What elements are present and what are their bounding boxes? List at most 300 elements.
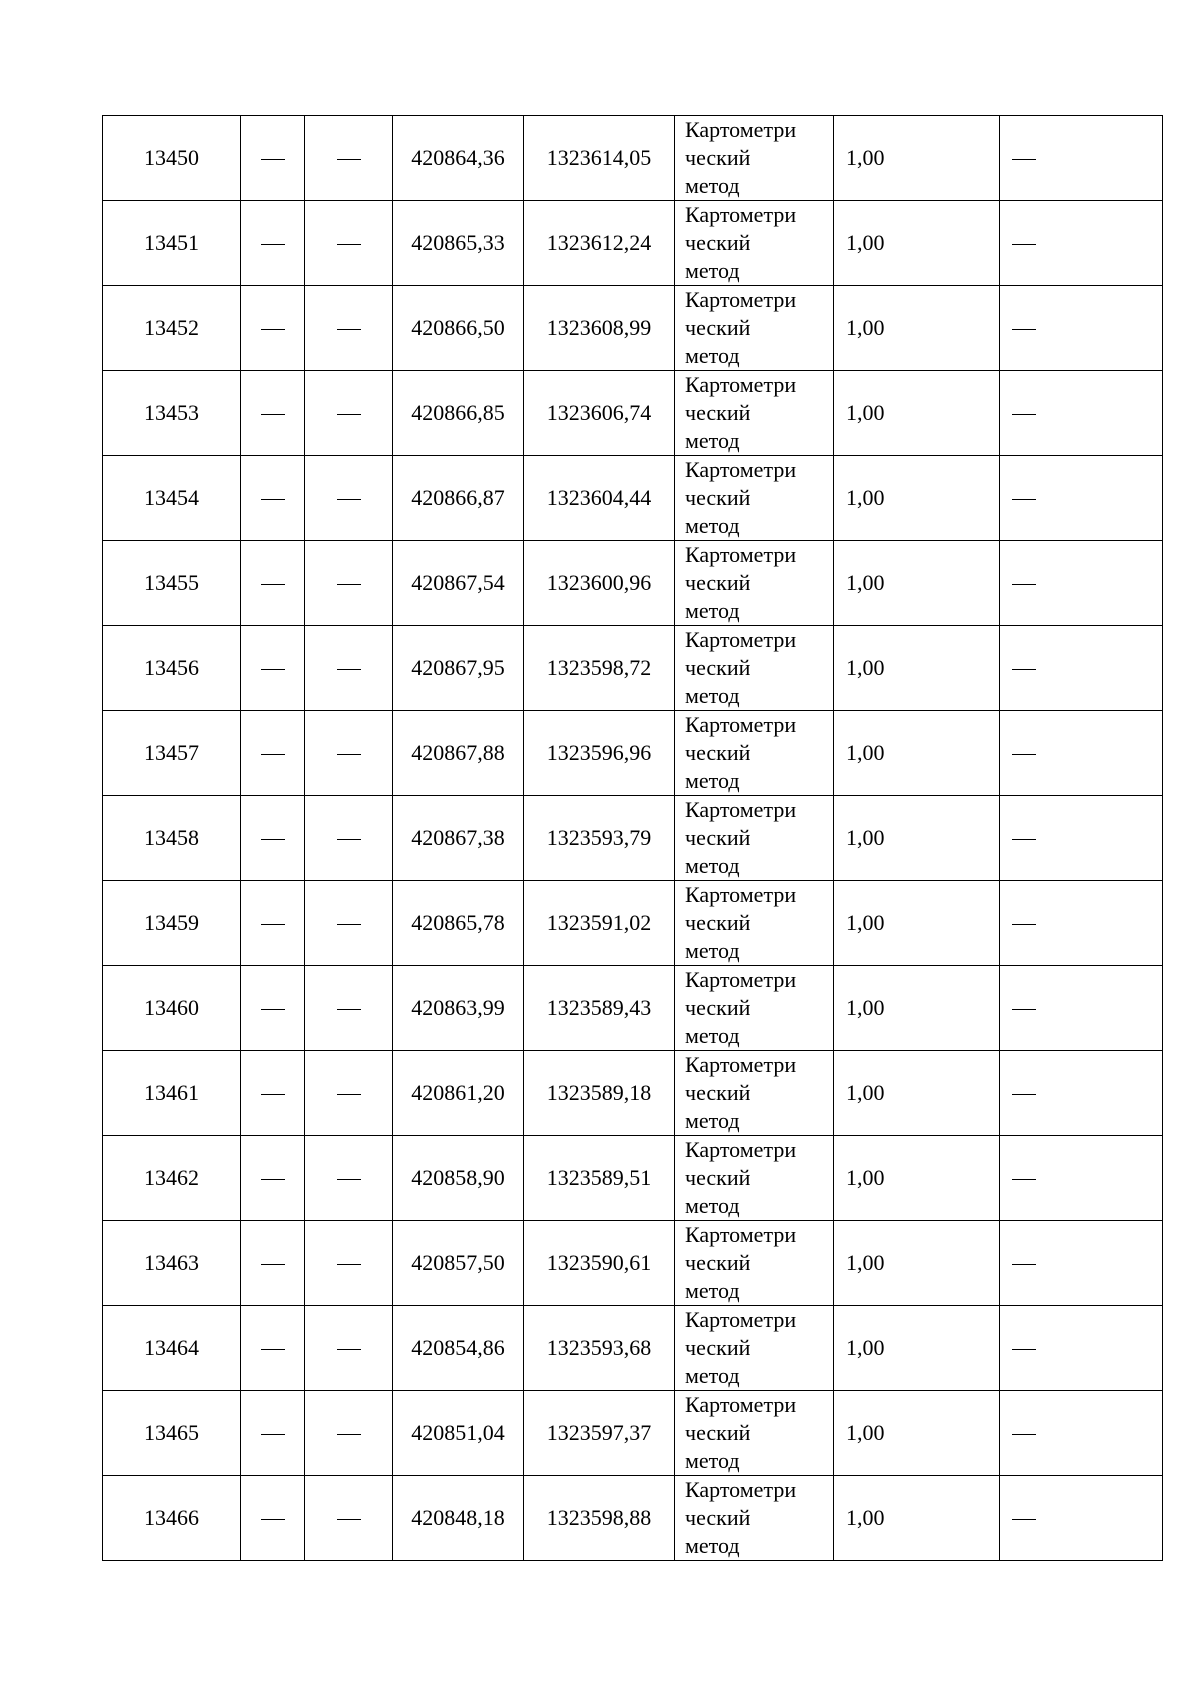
dash-mark — [337, 1434, 361, 1435]
cell-y-coordinate — [524, 966, 675, 1051]
method-line: Картометри — [685, 372, 797, 397]
method-line: Картометри — [685, 542, 797, 567]
dash-mark — [337, 244, 361, 245]
dash-mark — [261, 924, 285, 925]
dash-mark — [261, 839, 285, 840]
cell-method — [675, 541, 834, 626]
cell-col3 — [305, 966, 393, 1051]
cell-accuracy — [834, 1051, 1000, 1136]
accuracy-value: 1,00 — [846, 1505, 885, 1530]
cell-col2 — [241, 966, 305, 1051]
method-line: Картометри — [685, 1307, 797, 1332]
dash-mark — [337, 1094, 361, 1095]
cell-col8 — [1000, 1306, 1163, 1391]
table-row — [103, 1391, 1163, 1476]
cell-col2 — [241, 1221, 305, 1306]
point-number: 13456 — [144, 655, 199, 680]
dash-mark — [261, 1009, 285, 1010]
method-line: Картометри — [685, 627, 797, 652]
point-number: 13453 — [144, 400, 199, 425]
method-line: Картометри — [685, 202, 797, 227]
method-line: Картометри — [685, 882, 797, 907]
x-coordinate: 420864,36 — [411, 145, 505, 170]
method-line: ческий — [685, 400, 751, 425]
method-line: метод — [685, 1363, 740, 1388]
cell-x-coordinate — [393, 371, 524, 456]
method-line: метод — [685, 938, 740, 963]
method-line: ческий — [685, 910, 751, 935]
dash-mark — [337, 754, 361, 755]
table-row — [103, 881, 1163, 966]
cell-col2 — [241, 1476, 305, 1561]
cell-col8 — [1000, 626, 1163, 711]
method-line: Картометри — [685, 1137, 797, 1162]
cell-col3 — [305, 201, 393, 286]
dash-mark — [1012, 1179, 1036, 1180]
method-line: Картометри — [685, 287, 797, 312]
x-coordinate: 420851,04 — [411, 1420, 505, 1445]
cell-col8 — [1000, 201, 1163, 286]
dash-mark — [1012, 1264, 1036, 1265]
accuracy-value: 1,00 — [846, 910, 885, 935]
cell-col8 — [1000, 1391, 1163, 1476]
cell-col8 — [1000, 1221, 1163, 1306]
cell-point-number — [103, 626, 241, 711]
x-coordinate: 420865,78 — [411, 910, 505, 935]
cell-col2 — [241, 286, 305, 371]
cell-method — [675, 1051, 834, 1136]
cell-method — [675, 1391, 834, 1476]
method-line: метод — [685, 1533, 740, 1558]
dash-mark — [337, 329, 361, 330]
method-line: ческий — [685, 570, 751, 595]
point-number: 13450 — [144, 145, 199, 170]
dash-mark — [337, 1519, 361, 1520]
dash-mark — [337, 159, 361, 160]
dash-mark — [337, 584, 361, 585]
cell-y-coordinate — [524, 796, 675, 881]
table-row — [103, 966, 1163, 1051]
cell-accuracy — [834, 796, 1000, 881]
cell-point-number — [103, 286, 241, 371]
y-coordinate: 1323593,68 — [546, 1335, 652, 1360]
dash-mark — [261, 1349, 285, 1350]
table-row — [103, 201, 1163, 286]
cell-col2 — [241, 881, 305, 966]
dash-mark — [1012, 584, 1036, 585]
cell-col8 — [1000, 541, 1163, 626]
cell-x-coordinate — [393, 286, 524, 371]
cell-accuracy — [834, 881, 1000, 966]
table-row — [103, 116, 1163, 201]
cell-y-coordinate — [524, 626, 675, 711]
cell-x-coordinate — [393, 796, 524, 881]
cell-accuracy — [834, 1136, 1000, 1221]
x-coordinate: 420854,86 — [411, 1335, 505, 1360]
dash-mark — [337, 1264, 361, 1265]
dash-mark — [337, 414, 361, 415]
point-number: 13454 — [144, 485, 199, 510]
accuracy-value: 1,00 — [846, 570, 885, 595]
cell-col2 — [241, 116, 305, 201]
accuracy-value: 1,00 — [846, 1165, 885, 1190]
cell-col2 — [241, 371, 305, 456]
dash-mark — [1012, 159, 1036, 160]
method-line: ческий — [685, 1505, 751, 1530]
point-number: 13455 — [144, 570, 199, 595]
cell-x-coordinate — [393, 711, 524, 796]
method-line: метод — [685, 258, 740, 283]
table-body — [103, 116, 1163, 1561]
cell-point-number — [103, 1306, 241, 1391]
x-coordinate: 420857,50 — [411, 1250, 505, 1275]
cell-method — [675, 371, 834, 456]
cell-method — [675, 1221, 834, 1306]
method-line: метод — [685, 683, 740, 708]
cell-accuracy — [834, 116, 1000, 201]
cell-col8 — [1000, 711, 1163, 796]
x-coordinate: 420867,54 — [411, 570, 505, 595]
cell-method — [675, 116, 834, 201]
cell-point-number — [103, 1476, 241, 1561]
cell-col2 — [241, 541, 305, 626]
dash-mark — [1012, 244, 1036, 245]
method-line: ческий — [685, 740, 751, 765]
cell-col2 — [241, 711, 305, 796]
cell-y-coordinate — [524, 711, 675, 796]
cell-method — [675, 966, 834, 1051]
cell-method — [675, 286, 834, 371]
table-row — [103, 1221, 1163, 1306]
x-coordinate: 420865,33 — [411, 230, 505, 255]
cell-col2 — [241, 456, 305, 541]
y-coordinate: 1323593,79 — [546, 825, 652, 850]
y-coordinate: 1323614,05 — [546, 145, 652, 170]
cell-x-coordinate — [393, 1476, 524, 1561]
method-line: Картометри — [685, 1222, 797, 1247]
y-coordinate: 1323600,96 — [546, 570, 652, 595]
cell-col8 — [1000, 1051, 1163, 1136]
cell-accuracy — [834, 626, 1000, 711]
cell-accuracy — [834, 201, 1000, 286]
table-row — [103, 371, 1163, 456]
cell-accuracy — [834, 371, 1000, 456]
cell-y-coordinate — [524, 1136, 675, 1221]
dash-mark — [1012, 669, 1036, 670]
method-line: ческий — [685, 1420, 751, 1445]
method-line: ческий — [685, 1080, 751, 1105]
cell-col8 — [1000, 796, 1163, 881]
dash-mark — [261, 754, 285, 755]
cell-accuracy — [834, 286, 1000, 371]
dash-mark — [1012, 329, 1036, 330]
method-line: метод — [685, 853, 740, 878]
y-coordinate: 1323604,44 — [546, 485, 652, 510]
method-line: Картометри — [685, 457, 797, 482]
dash-mark — [261, 414, 285, 415]
cell-col3 — [305, 1391, 393, 1476]
dash-mark — [337, 924, 361, 925]
cell-point-number — [103, 371, 241, 456]
accuracy-value: 1,00 — [846, 740, 885, 765]
cell-method — [675, 1476, 834, 1561]
method-line: Картометри — [685, 1477, 797, 1502]
cell-y-coordinate — [524, 1221, 675, 1306]
cell-col8 — [1000, 286, 1163, 371]
method-line: Картометри — [685, 117, 797, 142]
x-coordinate: 420863,99 — [411, 995, 505, 1020]
point-number: 13451 — [144, 230, 199, 255]
method-line: метод — [685, 428, 740, 453]
x-coordinate: 420861,20 — [411, 1080, 505, 1105]
y-coordinate: 1323589,18 — [546, 1080, 652, 1105]
cell-y-coordinate — [524, 541, 675, 626]
cell-method — [675, 1136, 834, 1221]
cell-col3 — [305, 456, 393, 541]
dash-mark — [337, 1349, 361, 1350]
cell-col2 — [241, 1391, 305, 1476]
dash-mark — [337, 1179, 361, 1180]
method-line: ческий — [685, 485, 751, 510]
cell-col2 — [241, 1051, 305, 1136]
x-coordinate: 420867,38 — [411, 825, 505, 850]
cell-col8 — [1000, 966, 1163, 1051]
y-coordinate: 1323612,24 — [546, 230, 652, 255]
cell-col8 — [1000, 1476, 1163, 1561]
method-line: метод — [685, 1193, 740, 1218]
accuracy-value: 1,00 — [846, 400, 885, 425]
cell-accuracy — [834, 1391, 1000, 1476]
y-coordinate: 1323606,74 — [546, 400, 652, 425]
method-line: метод — [685, 1278, 740, 1303]
cell-point-number — [103, 1391, 241, 1476]
method-line: метод — [685, 173, 740, 198]
dash-mark — [261, 1094, 285, 1095]
method-line: Картометри — [685, 797, 797, 822]
table-row — [103, 456, 1163, 541]
x-coordinate: 420858,90 — [411, 1165, 505, 1190]
cell-x-coordinate — [393, 1306, 524, 1391]
cell-y-coordinate — [524, 1306, 675, 1391]
method-line: ческий — [685, 995, 751, 1020]
method-line: ческий — [685, 315, 751, 340]
cell-point-number — [103, 541, 241, 626]
y-coordinate: 1323589,43 — [546, 995, 652, 1020]
cell-y-coordinate — [524, 1391, 675, 1476]
cell-y-coordinate — [524, 286, 675, 371]
table-row — [103, 1476, 1163, 1561]
method-line: ческий — [685, 145, 751, 170]
cell-col8 — [1000, 371, 1163, 456]
cell-accuracy — [834, 711, 1000, 796]
dash-mark — [261, 1434, 285, 1435]
cell-point-number — [103, 1051, 241, 1136]
point-number: 13458 — [144, 825, 199, 850]
cell-x-coordinate — [393, 1051, 524, 1136]
accuracy-value: 1,00 — [846, 315, 885, 340]
cell-col2 — [241, 626, 305, 711]
cell-x-coordinate — [393, 966, 524, 1051]
dash-mark — [261, 1179, 285, 1180]
accuracy-value: 1,00 — [846, 145, 885, 170]
cell-y-coordinate — [524, 456, 675, 541]
cell-method — [675, 201, 834, 286]
x-coordinate: 420848,18 — [411, 1505, 505, 1530]
table-row — [103, 626, 1163, 711]
cell-x-coordinate — [393, 116, 524, 201]
cell-col8 — [1000, 881, 1163, 966]
accuracy-value: 1,00 — [846, 825, 885, 850]
x-coordinate: 420866,85 — [411, 400, 505, 425]
y-coordinate: 1323590,61 — [546, 1250, 652, 1275]
point-number: 13457 — [144, 740, 199, 765]
y-coordinate: 1323591,02 — [546, 910, 652, 935]
cell-col2 — [241, 201, 305, 286]
method-line: Картометри — [685, 1392, 797, 1417]
cell-col3 — [305, 796, 393, 881]
cell-point-number — [103, 881, 241, 966]
method-line: метод — [685, 513, 740, 538]
point-number: 13461 — [144, 1080, 199, 1105]
cell-point-number — [103, 1136, 241, 1221]
method-line: метод — [685, 598, 740, 623]
point-number: 13462 — [144, 1165, 199, 1190]
dash-mark — [1012, 924, 1036, 925]
dash-mark — [261, 329, 285, 330]
accuracy-value: 1,00 — [846, 1420, 885, 1445]
cell-method — [675, 711, 834, 796]
cell-y-coordinate — [524, 1476, 675, 1561]
method-line: метод — [685, 1023, 740, 1048]
cell-col3 — [305, 1306, 393, 1391]
cell-col8 — [1000, 1136, 1163, 1221]
cell-x-coordinate — [393, 456, 524, 541]
y-coordinate: 1323598,88 — [546, 1505, 652, 1530]
dash-mark — [1012, 1349, 1036, 1350]
dash-mark — [1012, 414, 1036, 415]
table-row — [103, 1051, 1163, 1136]
dash-mark — [337, 669, 361, 670]
point-number: 13460 — [144, 995, 199, 1020]
cell-method — [675, 1306, 834, 1391]
method-line: метод — [685, 1448, 740, 1473]
x-coordinate: 420866,87 — [411, 485, 505, 510]
cell-y-coordinate — [524, 881, 675, 966]
dash-mark — [1012, 499, 1036, 500]
dash-mark — [261, 669, 285, 670]
y-coordinate: 1323596,96 — [546, 740, 652, 765]
cell-y-coordinate — [524, 1051, 675, 1136]
accuracy-value: 1,00 — [846, 655, 885, 680]
cell-accuracy — [834, 456, 1000, 541]
cell-accuracy — [834, 1476, 1000, 1561]
cell-x-coordinate — [393, 1136, 524, 1221]
table-row — [103, 1306, 1163, 1391]
dash-mark — [261, 1264, 285, 1265]
cell-x-coordinate — [393, 1391, 524, 1476]
dash-mark — [337, 839, 361, 840]
y-coordinate: 1323608,99 — [546, 315, 652, 340]
cell-accuracy — [834, 1306, 1000, 1391]
cell-method — [675, 881, 834, 966]
cell-col3 — [305, 286, 393, 371]
cell-y-coordinate — [524, 371, 675, 456]
method-line: Картометри — [685, 712, 797, 737]
method-line: ческий — [685, 1335, 751, 1360]
cell-x-coordinate — [393, 1221, 524, 1306]
cell-col3 — [305, 1476, 393, 1561]
cell-col3 — [305, 1221, 393, 1306]
cell-x-coordinate — [393, 201, 524, 286]
cell-col2 — [241, 1136, 305, 1221]
dash-mark — [1012, 1434, 1036, 1435]
accuracy-value: 1,00 — [846, 995, 885, 1020]
point-number: 13459 — [144, 910, 199, 935]
dash-mark — [261, 499, 285, 500]
method-line: ческий — [685, 1165, 751, 1190]
y-coordinate: 1323589,51 — [546, 1165, 652, 1190]
cell-col8 — [1000, 116, 1163, 201]
method-line: ческий — [685, 825, 751, 850]
accuracy-value: 1,00 — [846, 1335, 885, 1360]
table-row — [103, 541, 1163, 626]
point-number: 13466 — [144, 1505, 199, 1530]
cell-col2 — [241, 796, 305, 881]
cell-point-number — [103, 116, 241, 201]
table-row — [103, 711, 1163, 796]
dash-mark — [1012, 754, 1036, 755]
method-line: ческий — [685, 230, 751, 255]
coordinates-table — [102, 115, 1163, 1561]
method-line: ческий — [685, 655, 751, 680]
cell-col3 — [305, 626, 393, 711]
cell-point-number — [103, 201, 241, 286]
cell-x-coordinate — [393, 881, 524, 966]
cell-col3 — [305, 116, 393, 201]
cell-col8 — [1000, 456, 1163, 541]
x-coordinate: 420867,88 — [411, 740, 505, 765]
cell-accuracy — [834, 1221, 1000, 1306]
cell-point-number — [103, 966, 241, 1051]
y-coordinate: 1323597,37 — [546, 1420, 652, 1445]
cell-col3 — [305, 711, 393, 796]
cell-x-coordinate — [393, 626, 524, 711]
method-line: метод — [685, 768, 740, 793]
cell-point-number — [103, 711, 241, 796]
dash-mark — [1012, 1519, 1036, 1520]
accuracy-value: 1,00 — [846, 485, 885, 510]
method-line: Картометри — [685, 967, 797, 992]
dash-mark — [261, 244, 285, 245]
dash-mark — [261, 1519, 285, 1520]
y-coordinate: 1323598,72 — [546, 655, 652, 680]
cell-point-number — [103, 456, 241, 541]
cell-method — [675, 456, 834, 541]
cell-y-coordinate — [524, 201, 675, 286]
cell-x-coordinate — [393, 541, 524, 626]
cell-accuracy — [834, 541, 1000, 626]
cell-col3 — [305, 1051, 393, 1136]
point-number: 13464 — [144, 1335, 199, 1360]
cell-point-number — [103, 796, 241, 881]
cell-point-number — [103, 1221, 241, 1306]
accuracy-value: 1,00 — [846, 1250, 885, 1275]
method-line: ческий — [685, 1250, 751, 1275]
cell-col3 — [305, 1136, 393, 1221]
point-number: 13452 — [144, 315, 199, 340]
cell-y-coordinate — [524, 116, 675, 201]
cell-accuracy — [834, 966, 1000, 1051]
